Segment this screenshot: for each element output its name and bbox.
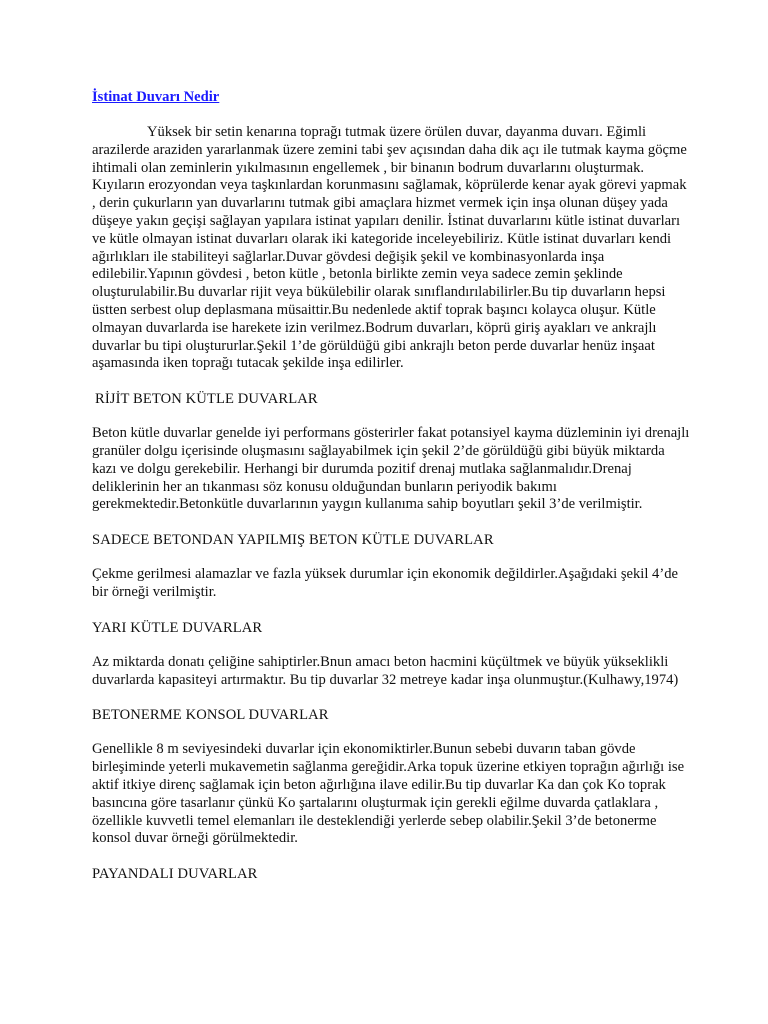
document-page bbox=[92, 88, 692, 883]
section-heading-rijit: RİJİT BETON KÜTLE DUVARLAR bbox=[95, 391, 318, 408]
section-heading-sadece-beton: SADECE BETONDAN YAPILMIŞ BETON KÜTLE DUVARLAR bbox=[92, 532, 494, 549]
section-body-sadece-beton: Çekme gerilmesi alamazlar ve fazla yüksek durumlar için ekonomik değildirler.Aşağıdaki şekil 4’de bir örneği verilmiştir. bbox=[92, 566, 678, 600]
section-body-konsol: Genellikle 8 m seviyesindeki duvarlar için ekonomiktirler.Bunun sebebi duvarın taban gövde birleşiminde yeterli mukavemetin sağlanma gereğidir.Arka topuk üzerine etkiyen toprağın ağırlığı ise aktif itkiye direnç sağlamak için beton ağırlığına ilave edilir.Bu tip duvarlar Ka dan çok Ko toprak basıncına göre tasarlanır çünkü Ko şartalarını oluşturmak için gerekli eğilme duvarda çatlaklara , özellikle kuvvetli temel elemanları ile desteklendiği yerlerde sebep olabilir.Şekil 3’de betonerme konsol duvar örneği görülmektedir. bbox=[92, 741, 685, 847]
section-heading-konsol: BETONERME KONSOL DUVARLAR bbox=[92, 707, 329, 724]
section-body-yari-kutle: Az miktarda donatı çeliğine sahiptirler.Bnun amacı beton hacmini küçültmek ve büyük yükseklikli duvarlarda kapasiteyi artırmaktır. Bu tip duvarlar 32 metreye kadar inşa olunmuştur.(Kulhawy,1974) bbox=[92, 653, 679, 688]
section-heading-yari-kutle: YARI KÜTLE DUVARLAR bbox=[92, 619, 263, 636]
intro-paragraph: Yüksek bir setin kenarına toprağı tutmak üzere örülen duvar, dayanma duvarı. Eğimli arazilerde araziden yararlanmak üzere zemini tabi şev açısından daha dik açı ile tutmak kayma göçme ihtimali olan zeminlerin yıkılmasının engellemek , bir binanın bodrum duvarlarını oluşturmak. Kıyıların erozyondan veya taşkınlardan korunmasını sağlamak, köprülerde kenar ayak görevi yapmak , derin çukurların yan duvarlarını tutmak gibi amaçlara hizmet vermek için inşa olunan düşey yada düşeye yakın geçişi sağlayan yapılara istinat yapıları denilir. İstinat duvarlarını kütle istinat duvarları ve kütle olmayan istinat duvarları olarak iki kategoride inceleyebiliriz. Kütle istinat duvarları kendi ağırlıkları ile stabiliteyi sağlarlar.Duvar gövdesi değişik şekil ve kombinasyonlarda inşa edilebilir.Yapının gövdesi , beton kütle , betonla birlikte zemin veya sadece zemin şeklinde oluşturulabilir.Bu duvarlar rijit veya bükülebilir olarak sınıflandırılabilirler.Bu tip duvarların hepsi üstten serbest olup deplasmana müsaittir.Bu nedenlede aktif toprak başıncı kolayca oluşur. Kütle olmayan duvarlarda ise harekete izin verilmez.Bodrum duvarları, köprü giriş ayakları ve ankrajlı duvarlar bu tipi oluştururlar.Şekil 1’de görüldüğü gibi ankrajlı beton perde duvarlar henüz inşaat aşamasında iken toprağı tutacak şekilde inşa edilirler. bbox=[92, 124, 687, 372]
section-body-rijit: Beton kütle duvarlar genelde iyi performans gösterirler fakat potansiyel kayma düzleminin iyi drenajlı granüler dolgu içerisinde oluşmasını sağlayabilmek için şekil 2’de görüldüğü gibi büyük miktarda kazı ve dolgu gerekebilir. Herhangi bir durumda pozitif drenaj mutlaka sağlanmalıdır.Drenaj deliklerinin her an tıkanması söz konusu olduğundan bunların periyodik bakımı gerekmektedir.Betonkütle duvarlarının yaygın kullanıma sahip boyutları şekil 3’de verilmiştir. bbox=[92, 425, 690, 513]
page-title-link[interactable]: İstinat Duvarı Nedir bbox=[92, 89, 220, 105]
section-heading-payandali: PAYANDALI DUVARLAR bbox=[92, 866, 258, 883]
